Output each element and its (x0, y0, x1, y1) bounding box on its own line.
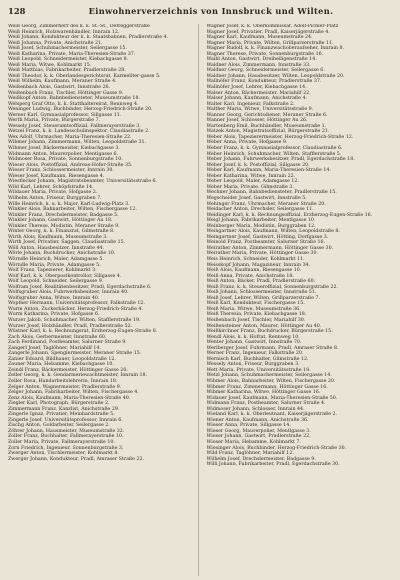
directory-entry: Wagner Rudolf, k. k. Finanzwachoberaufseher, Innrain 8. (206, 46, 345, 52)
right-column (207, 24, 393, 576)
directory-entry: Zoller Maria, Private, Fallmerayerstraße 10. (8, 440, 115, 446)
directory-entry: Wild Franz, Taglöhner, Mariahilf 12. (206, 451, 294, 457)
directory-entry: Willi Johann, Fabrikarbeiter, Pradl, Egerdachstraße 30. (206, 462, 340, 468)
directory-entry: Wolfram Josef, Realitätenbesitzer, Pradl, Egerdachstraße 6. (8, 284, 152, 290)
directory-entry: Wildauer Maria, Private, Hofgasse 2. (8, 190, 98, 196)
directory-entry: Wagner Josef, Privatier, Pradl, Kaiserjägerstraße 4. (206, 29, 330, 35)
directory-entry: Wilhelm Josef, Drechslermeister, Badgasse 9. (206, 456, 316, 462)
directory-entry: Wüstner Karl, k. k. Rechnungsrat, Erzherzog-Eugen-Straße 8. (8, 329, 158, 335)
directory-entry: Weiß Matthias, Fabrikarbeiter, Pradlerstraße 28. (8, 68, 126, 74)
directory-entry: Weiß Wilhelm, Kaufmann, Meraner Straße 4. (8, 79, 117, 85)
directory-entry: Wiener Anton, Kaufmann, Anichstraße 36. (206, 417, 309, 423)
directory-entry: Wagner Karl, Kaufmann, Museumstraße 24. (206, 35, 313, 41)
directory-entry: Walter Karl, Ingenieur, Falkstraße 2. (206, 101, 295, 107)
directory-entry: Weiß Johanna, Private, Anichstraße 21. (8, 40, 103, 46)
directory-entry: Weißenbach Josef, Tischler, Mariahilf 30. (206, 317, 306, 323)
directory-entry: Weingartner Josef, Gastwirt, Hötting, Dorfgasse 3. (206, 234, 329, 240)
directory-entry: Wibmer Alois, Bahnarbeiter, Wilten, Fischergasse 20. (206, 379, 336, 384)
directory-entry: Wibmer Josef, Bäckermeister, Kiebachgasse 3. (8, 146, 120, 152)
directory-entry: Weiß Theresia, Private, Kiebachgasse 18. (206, 312, 307, 318)
directory-entry: Wallnöfer Franz, Kondukteur, Pradlerstraße 37. (206, 79, 322, 85)
directory-columns (8, 24, 392, 576)
directory-entry: Wegscheider Josef, Gastwirt, Innstraße 5. (206, 195, 307, 201)
directory-entry: Wibmer Katharina, Witwe, Höttinger Gasse 16. (206, 390, 321, 396)
directory-entry: Widmoser Johann, Schlosser, Innrain 44. (206, 406, 305, 412)
directory-entry: Weninger Ludwig, Buchbinder, Herzog-Friedrich-Straße 20. (8, 107, 153, 113)
directory-entry: Winkler Therese, Modistin, Meraner Straße 9. (8, 223, 120, 229)
directory-entry: Wieser Alois, Postoffizial, Andreas-Hofer-Straße 35. (8, 162, 133, 168)
directory-entry: Zelger Johann, Fabrikarbeiter, Wilten, Fischergasse 4. (8, 390, 139, 396)
directory-entry: Weiß Theodor, k. k. Oberlandesgerichtsrat, Karmeliter-gasse 5. (8, 73, 161, 79)
directory-entry: Winter Georg, k. k. Finanzrat, Gilmstraße 8. (8, 229, 115, 235)
directory-entry: Wolfsgruber Anna, Witwe, Innrain 40. (8, 295, 100, 301)
directory-entry: Weiß Alois, Kaufmann, Riesengasse 10. (206, 268, 302, 274)
directory-entry: Weber Franz, k. k. Gymnasialprofessor, Claudiastraße 6. (206, 146, 343, 152)
directory-entry: Weiß Karl, Kondukteur, Fischergasse 15. (206, 301, 305, 307)
directory-entry: Werth Maria, Private, Bürgerstraße 7. (8, 118, 101, 124)
directory-entry: Weber Karl, Kaufmann, Maria-Theresien-Straße 14. (206, 168, 331, 174)
directory-entry: Zelger Anton, Wagnermeister, Pradlerstraße 9. (8, 384, 122, 390)
directory-entry: Wurm Anton, Zuckerbäcker, Herzog-Friedrich-Straße 4. (8, 306, 143, 312)
directory-entry: Weber Heinrich, Schuhmacher, Wilten, Stafflerstraße 5. (206, 151, 342, 157)
directory-entry: Wolfsgruber Alois, Fuhrwerksbesitzer, Innrain 40. (8, 290, 129, 296)
directory-entry: Zangerl Josef, Taglöhner, Mariahilf 14. (8, 345, 101, 351)
directory-entry: Watzek Anton, Magistratsoffizial, Bürgerstraße 21. (206, 129, 330, 135)
running-title: Einwohnerverzeichnis von Innsbruck und Wilten. (88, 6, 334, 16)
directory-entry: Wieser Georg, Maurerpolier, Mentlgasse 3. (206, 428, 311, 434)
directory-entry: Wolf Karl, k. k. Oberpostkontrollor, Sillgasse 4. (8, 273, 122, 279)
directory-entry: Wetzl Johann, Schuhmachermeister, Seilergasse 14. (206, 373, 332, 379)
directory-entry: Weiß Josef, Lehrer, Wilten, Grillparzerstraße 7. (206, 295, 320, 301)
directory-entry: Zingerle Josef, Universitätsprofessor, Innrain 6. (8, 417, 123, 423)
directory-entry: Weis Heinrich, Schneider, Kohlmarkt 11. (206, 256, 305, 262)
directory-entry: Wechner Johann, Bahnbediensteter, Pradlerstraße 15. (206, 190, 337, 196)
directory-entry: Werner Franz, Ingenieur, Falkstraße 20. (206, 351, 304, 357)
directory-entry: Weißkirchner Franz, Buchdrucker, Bürgerstraße 15. (206, 329, 333, 335)
directory-entry: Zangerle Johann, Spenglermeister, Meraner Straße 15. (8, 351, 142, 357)
directory-entry: Zenz Alois, Kaufmann, Maria-Theresien-Straße 40. (8, 395, 131, 401)
directory-entry: Weber Leopold, Maler, Adamgasse 12. (206, 179, 299, 185)
directory-entry: Wiesinger Alois, Buchbinder, Herzog-Friedrich-Straße 30. (206, 445, 347, 451)
directory-entry: Wieser Johann, Gastwirt, Pradlerstraße 22. (206, 434, 311, 440)
directory-entry: Weidacher Anton, Drechsler, Seilergasse 11. (206, 207, 314, 213)
directory-entry: Wieser Josef, Kaufmann, Riesengasse 4. (8, 173, 105, 179)
directory-entry: Wessely Anton, Friseur, Burggraben 3. (206, 362, 300, 368)
directory-entry: Zingerle Ignaz, Privatier, Meinhardstraße 5. (8, 412, 115, 418)
directory-entry: Wanner Georg, Gerichtsdiener, Meraner Straße 6. (206, 112, 328, 118)
directory-entry: Werlberger Josef, Fuhrmann, Pradl, Amraser Straße 8. (206, 345, 339, 351)
directory-entry: Zanier Eduard, Bildhauer, Leopoldstraße 12. (8, 356, 116, 362)
directory-entry: Wopfner Hermann, Universitätsprofessor, Falkstraße 12. (8, 301, 145, 307)
page-header (8, 6, 392, 20)
directory-entry: Waldner Alois, Zimmermann, Innstraße 33. (206, 62, 311, 68)
directory-entry: Weiß Anna, Private, Anichstraße 18. (206, 273, 294, 279)
directory-entry: Winkler Johann, Gastwirt, Höttinger Au 18. (8, 218, 113, 224)
directory-entry: Zach Alois, Gerbermeister, Innstraße 60. (8, 334, 107, 340)
directory-entry: Wieser Maria, Hebamme, Kohlmarkt 7. (206, 440, 301, 446)
directory-entry: Weißenbach Franz, Tischler, Höttinger Gasse 9. (8, 90, 124, 96)
directory-entry: Weiß Heinrich, Holzwarenhändler, Innrain 12. (8, 29, 120, 35)
directory-entry: Weiß Maria, Witwe, Kohlmarkt 15. (8, 62, 92, 68)
directory-entry: Wurzer Jakob, Schuhmacher, Wilten, Stafflerstraße 19. (8, 317, 141, 323)
directory-entry: Weiß Georg, Zimmerherr des k. k. St.-St., Defreggerstraße (8, 24, 150, 29)
directory-entry: Weiß Josef, Schuhmachermeister, Seilergasse 15. (8, 46, 127, 52)
directory-entry: Weigl Johann, Fabrikarbeiter, Mentlgasse 10. (206, 218, 316, 224)
directory-entry: Wieland Karl, k. k. Oberleutnant, Kaiserjägerstraße 2. (206, 412, 338, 418)
directory-entry: Wörle Johann, Buchdrucker, Anichstraße 10. (8, 251, 116, 257)
left-column (8, 24, 199, 576)
directory-entry: Weißensteiner Anton, Maurer, Höttinger Au 40. (206, 323, 322, 329)
directory-entry: Weiß Maria, Witwe, Museumstraße 36. (206, 306, 301, 312)
directory-entry: Wirth Alois, Kaufmann, Museumstraße 3. (8, 234, 108, 240)
directory-entry: Weingartner Alois, Kaufmann, Wilten, Leopoldstraße 8. (206, 229, 340, 235)
directory-entry: Walser Anton, Bäckermeister, Mariahilf 22. (206, 90, 311, 96)
directory-entry: Weiß Anton, Bäcker, Pradl, Pradlerstraße 60. (206, 279, 316, 285)
directory-entry: Weißkopf Anton, Bahnbediensteter, Museumstraße 18. (8, 96, 140, 102)
directory-entry: Wendl Alois, k. k. Hofrat, Rennweg 10. (206, 334, 300, 340)
directory-entry: Zorn Friedrich, Ingenieur, Sonnenburgstraße 3. (8, 445, 124, 451)
directory-entry: Weißenbach Alois, Gastwirt, Innstraße 26. (8, 85, 111, 91)
directory-entry: Wetzel Franz, k. k. Landesschulinspektor, Claudiastraße 2. (8, 129, 150, 135)
directory-entry: Weber Katharina, Witwe, Innrain 22. (206, 173, 296, 179)
directory-entry: Wurm Katharina, Private, Hofgasse 6. (8, 312, 100, 318)
directory-entry: Widmann Franz, Postbeamter, Salurner Straße 4. (206, 401, 326, 407)
directory-entry: Waibl Anton, Gastwirt, Dreiheiligenstraße 14. (206, 57, 317, 63)
directory-entry: Widmoser Rosa, Private, Sonnenburgstraße 10. (8, 157, 123, 163)
directory-entry: Wurzer Josef, Holzhändler, Pradl, Pradlerstraße 52. (8, 323, 133, 329)
directory-entry: Wagner Josef, k. k. Oberkommissär, Adolf-Pichler-Platz (206, 24, 339, 29)
directory-entry: Zeindl Franz, Bäckermeister, Höttinger Gasse 20. (8, 367, 128, 373)
directory-entry: Wöll Anton, Hausbesitzer, Innstraße 44. (8, 245, 105, 251)
directory-entry: Widmann Anton, Maurerpolier, Mentlgasse 6. (8, 151, 119, 157)
directory-entry: Weiß Johann, Schlossermeister, Innstraße 51. (206, 290, 317, 296)
directory-entry: Weinberger Maria, Modistin, Burggraben 12. (206, 223, 316, 229)
directory-entry: Weber Anna, Private, Hofgasse 9. (206, 140, 288, 146)
directory-entry: Wolf Leopold, Schneider, Seilergasse 9. (8, 279, 104, 285)
directory-entry: Zeller Rosa, Handarbeitslehrerin, Innrain 18. (8, 379, 118, 384)
directory-entry: Weirather Anton, Zimmermann, Höttinger Gasse 30. (206, 245, 334, 251)
directory-entry: Wenter Johann, Gastwirt, Innstraße 70. (206, 340, 302, 346)
directory-entry: Walther Maria, Witwe, Universitätsstraße 9. (206, 107, 314, 113)
directory-entry: Wallnöfer Josef, Lehrer, Kiebachgasse 14. (206, 85, 307, 91)
directory-entry: Wagner Maria, Private, Wilten, Grillparzerstraße 11. (206, 40, 334, 46)
directory-entry: Werner Karl, Gymnasialprofessor, Sillgasse 11. (8, 112, 122, 118)
directory-entry: Waldner Johann, Hausbesitzer, Wilten, Leopoldstraße 20. (206, 73, 345, 79)
directory-entry: Wieser Anna, Private, Sillgasse 14. (206, 423, 291, 429)
directory-entry: Weiß Katharina, Private, Maria-Theresien-Straße 37. (8, 51, 136, 57)
directory-entry: Wanner Josef, Schlosser, Höttinger Au 26. (206, 118, 308, 124)
directory-entry: Wibmer Franz, Zimmermann, Höttinger Gasse 16. (206, 384, 328, 390)
directory-entry: Zwerger Anton, Tischlermeister, Kohlmarkt 8. (8, 451, 119, 457)
directory-entry: Winkler Franz, Drechslermeister, Badgasse 5. (8, 212, 119, 218)
directory-entry: Weirather Maria, Private, Höttinger Gasse 30. (206, 251, 318, 257)
directory-entry: Zoller Franz, Buchhalter, Fallmerayerstraße 10. (8, 434, 124, 440)
directory-entry: Wiesflecker Johann, Magistratsbeamter, Universitätsstraße 6. (8, 179, 158, 185)
directory-entry: Weber Johann, Fuhrwerksbesitzer, Pradl, Egerdachstraße 18. (206, 157, 355, 163)
directory-entry: Zauner Maria, Hebamme, Kiebachgasse 10. (8, 362, 114, 368)
directory-entry: Wörndle Heinrich, Maler, Adamgasse 5. (8, 256, 104, 262)
directory-entry: Weber Maria, Private, Gilmstraße 3. (206, 184, 294, 190)
directory-entry: Waldner Georg, Schneidermeister, Seilergasse 6. (206, 68, 325, 74)
directory-entry: Weber Josef, k. k. Postoffizial, Sillgasse 20. (206, 162, 310, 168)
directory-entry: Welsperg Graf Otto, k. k. Statthaltereirat, Rennweg 4. (8, 101, 139, 107)
directory-entry: Wagner Therese, Private, Sonnenburgstraße 16. (206, 51, 324, 57)
page-number: 128 (8, 6, 26, 16)
directory-entry: Walser Johann, Kaufmann, Anichstraße 4. (206, 96, 308, 102)
directory-entry: Wieser Franz, Schlossermeister, Innrain 30. (8, 168, 114, 174)
directory-entry: Weiß Johann, Kondukteur der k. k. Staatsbahnen, Pradlerstraße 4. (8, 35, 169, 41)
directory-entry: Zischg Anton, Goldarbeiter, Seilergasse 2. (8, 423, 110, 429)
directory-entry: Weiß Leopold, Schneidermeister, Kiebachgasse 8. (8, 57, 129, 63)
directory-entry: Wild Karl, Lehrer, Schöpfstraße 14. (8, 184, 94, 190)
directory-entry: Zeller Georg, k. k. Gendarmeriewachtmeister, Innrain 18. (8, 373, 148, 379)
directory-entry: Winkler Alois, Bahnarbeiter, Wilten, Fischergasse 12. (8, 207, 137, 213)
directory-entry: Wernisch Karl, Buchhalter, Gilmstraße 12. (206, 356, 309, 362)
directory-entry: Weidinger Karl, k. k. Rechnungsoffizial, Erzherzog-Eugen-Straße 16. (206, 212, 373, 218)
directory-entry: Wille Heinrich, k. u. k. Major, Karl-Ludwig-Platz 3. (8, 201, 130, 207)
directory-entry: Wörndle Maria, Private, Adamgasse 5. (8, 262, 101, 268)
directory-entry: Widauer Josef, Kaufmann, Maria-Theresien-Straße 50. (206, 395, 338, 401)
directory-entry: Weiß Franz, k. k. Steueroffizial, Sonnenburgstraße 22. (206, 284, 339, 290)
directory-entry: Wex Adolf, Uhrmacher, Maria-Theresien-Straße 22. (8, 134, 132, 140)
directory-entry: Wilhelm Anton, Friseur, Burggraben 7. (8, 195, 102, 201)
directory-entry: Zach Ferdinand, Postbeamter, Salurner Straße 9. (8, 340, 127, 346)
directory-entry: Wett Maria, Private, Universitätsstraße 18. (206, 367, 311, 373)
directory-entry: Zimmermann Franz, Kanzlist, Anichstraße 29. (8, 406, 120, 412)
directory-entry: Ziegler Karl, Photograph, Bürgerstraße 2. (8, 401, 110, 407)
directory-entry: Wehinger Franz, Uhrmacher, Meraner Straße 20. (206, 201, 326, 207)
directory-entry: Zwerger Johann, Kondukteur, Pradl, Amraser Straße 22. (8, 456, 144, 462)
directory-entry: Wessely Josef, Steueramtsoffizial, Fallmerayerstraße 3. (8, 123, 141, 129)
directory-entry: Weber Alois, Tapezierermeister, Herzog-Friedrich-Straße 12. (206, 134, 354, 140)
directory-entry: Weisskopf Johann, Magazineur, Innrain 34. (206, 262, 311, 268)
directory-entry: Wartenberg Emil, Buchhändler, Museumstraße 1. (206, 123, 327, 129)
directory-entry: Wirth Josef, Privatier, Saggen, Claudiastraße 15. (8, 240, 126, 246)
directory-entry: Zöhrer Johann, Hausmeister, Museumstraße 32. (8, 428, 125, 434)
directory-entry: Wibmer Johann, Zimmermann, Wilten, Leopoldstraße 31. (8, 140, 147, 146)
directory-entry: Weinold Franz, Postbeamter, Salurner Straße 16. (206, 240, 326, 246)
directory-entry: Wolf Franz, Tapezierer, Kohlmarkt 3. (8, 268, 97, 274)
